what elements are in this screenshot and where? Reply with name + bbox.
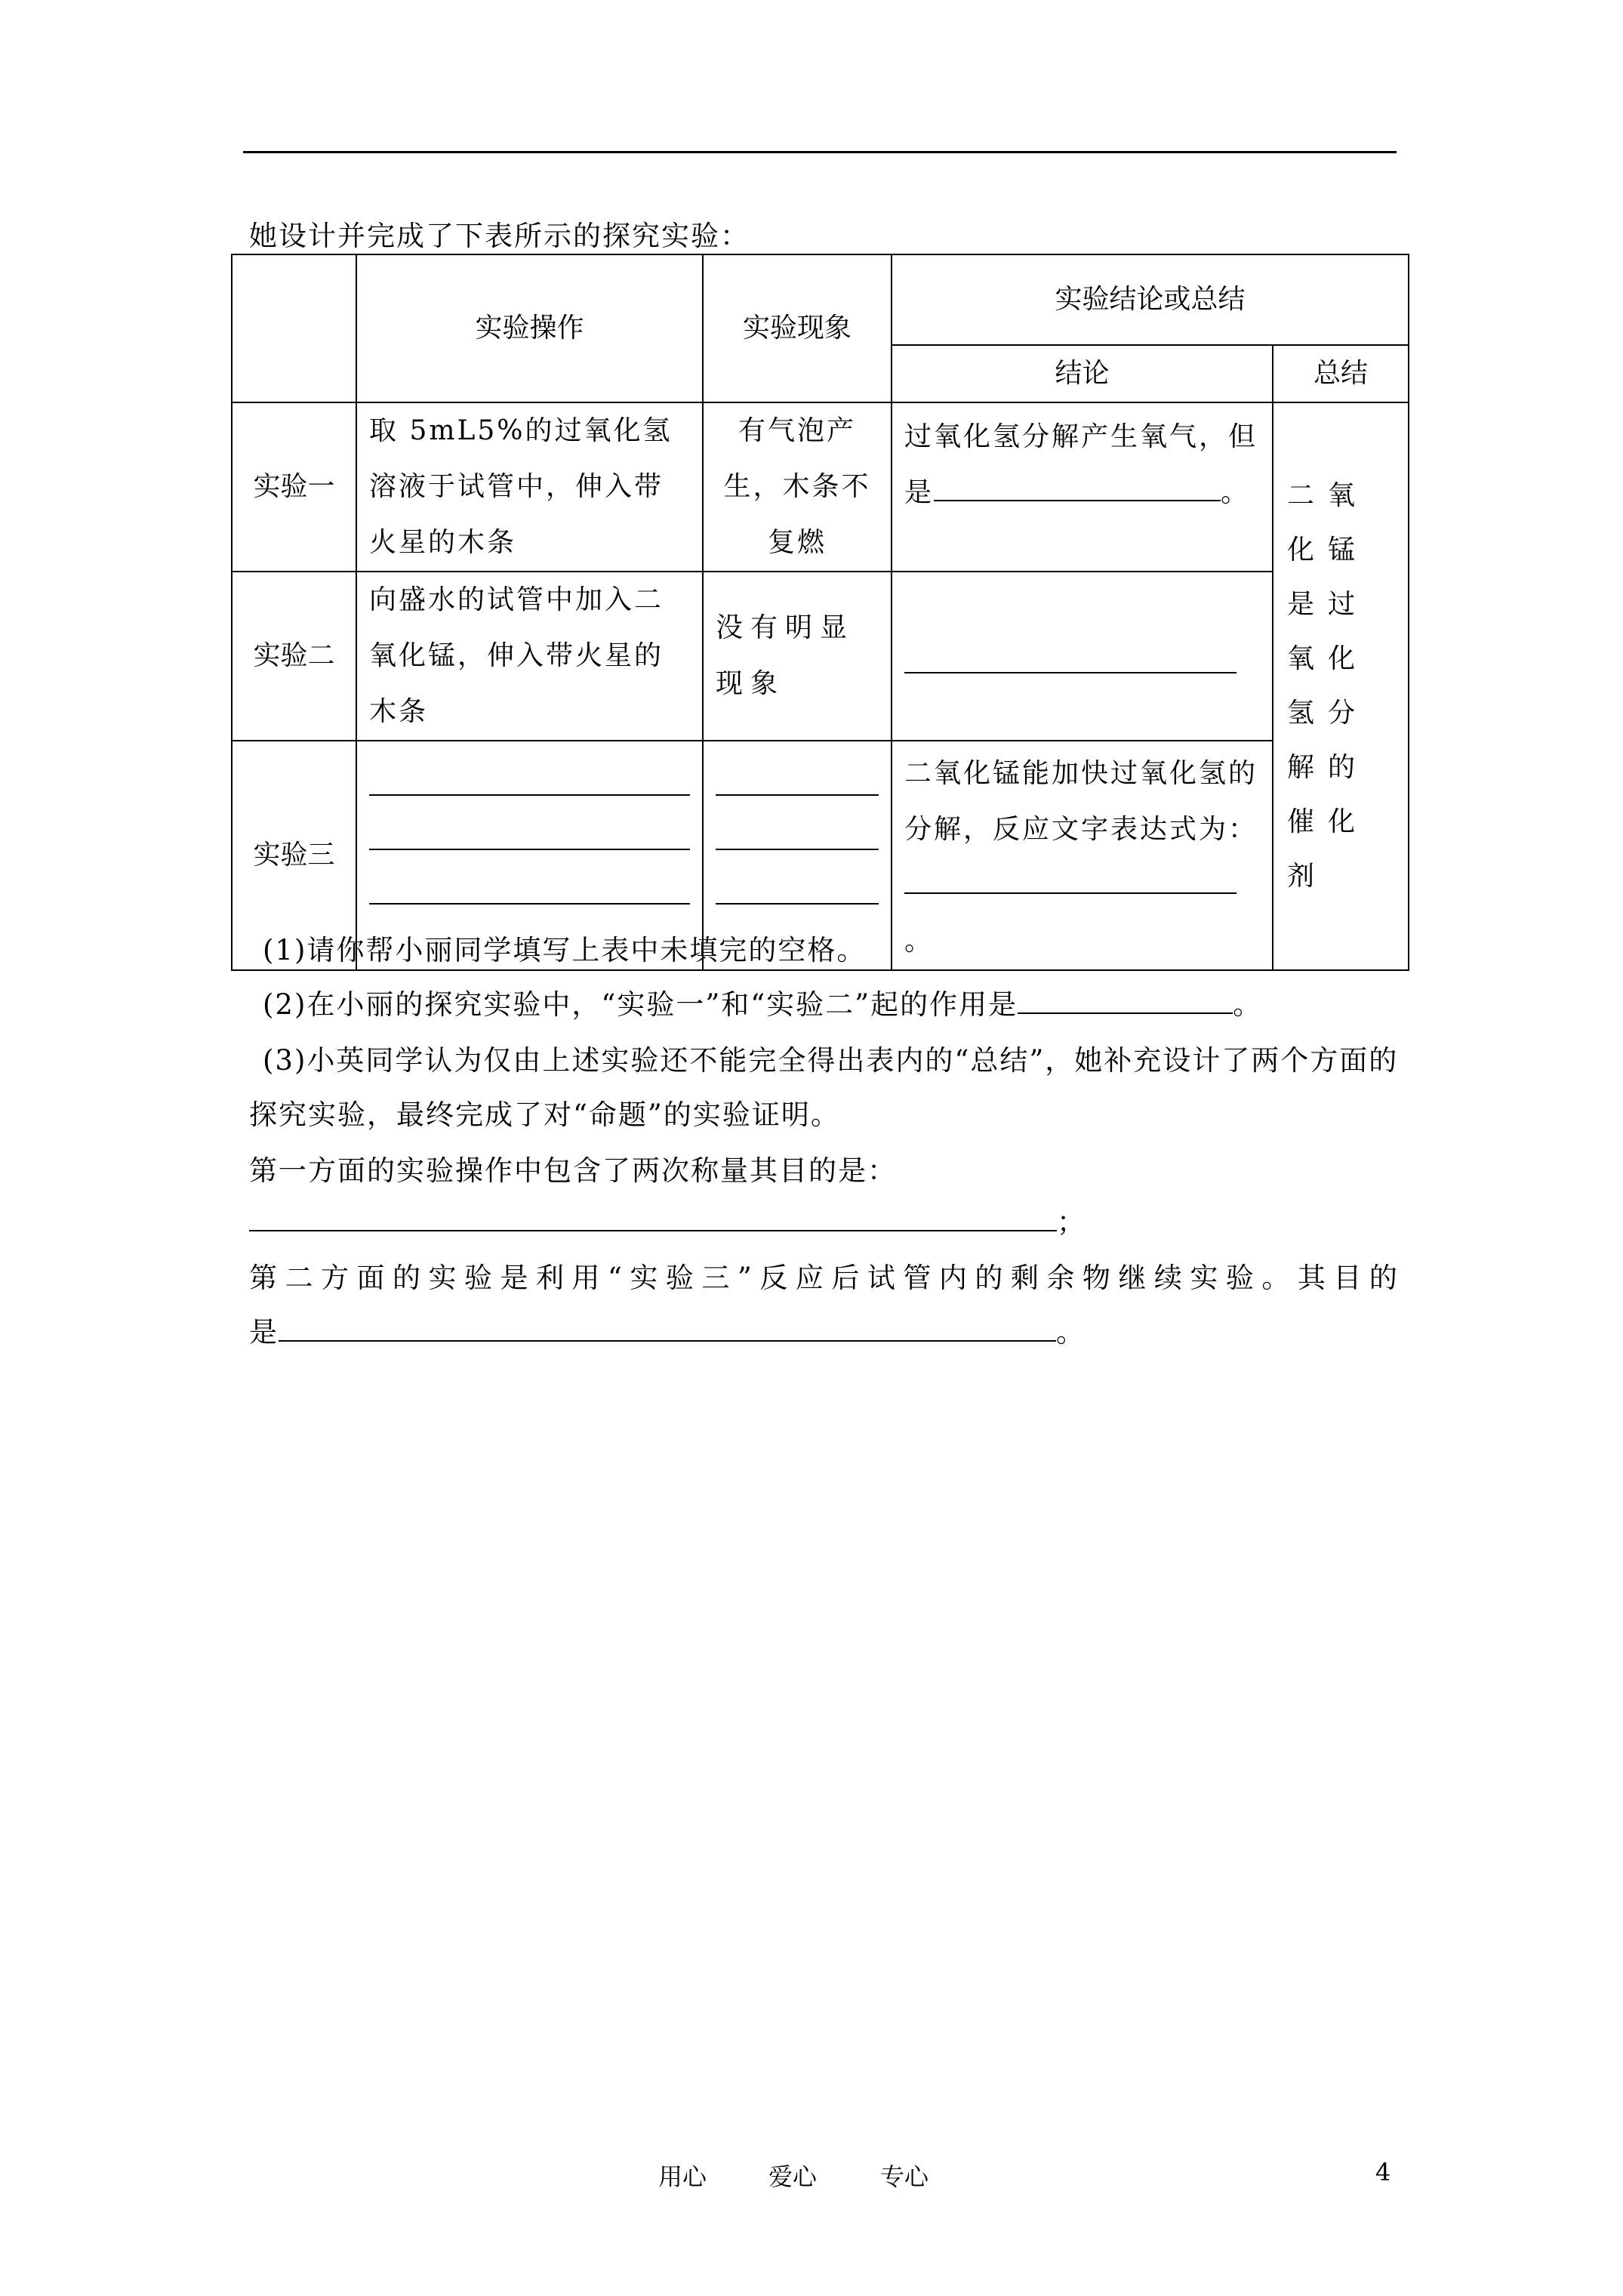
intro-text: 她设计并完成了下表所示的探究实验：	[249, 220, 750, 252]
aspect-2-end: 。	[1056, 1316, 1086, 1348]
footer-motto-1: 用心	[658, 2162, 707, 2191]
answer-blank[interactable]	[934, 470, 1221, 501]
header-phenomenon: 实验现象	[703, 254, 892, 402]
answer-blank[interactable]	[249, 1200, 1057, 1231]
experiment-table	[231, 254, 1409, 971]
header-operation: 实验操作	[356, 254, 703, 402]
answer-blank[interactable]	[716, 855, 879, 905]
header-conclusion-group: 实验结论或总结	[892, 254, 1409, 345]
footer-motto-2: 爱心	[768, 2162, 818, 2191]
row-phenomenon: 有气泡产生，木条不复燃	[703, 402, 892, 572]
answer-blank[interactable]	[716, 800, 879, 850]
question-2	[263, 982, 1262, 1022]
table-row	[232, 572, 1409, 741]
header-empty-cell	[232, 254, 356, 402]
row-phenomenon: 没有明显现象	[703, 572, 892, 741]
table-row	[232, 402, 1409, 572]
footer-motto-3: 专心	[880, 2162, 929, 2191]
question-1: (1)请你帮小丽同学填写上表中未填完的空格。	[263, 934, 867, 966]
answer-blank[interactable]	[904, 862, 1236, 894]
row-conclusion	[892, 402, 1273, 572]
question-2-end: 。	[1233, 988, 1263, 1021]
row-operation: 向盛水的试管中加入二氧化锰，伸入带火星的木条	[356, 572, 703, 741]
aspect-2-text: 是	[249, 1316, 279, 1348]
answer-blank[interactable]	[279, 1310, 1056, 1342]
conclusion-end: 。	[1221, 477, 1251, 508]
question-3-line-2: 探究实验，最终完成了对“命题”的实验证明。	[249, 1099, 840, 1131]
row-name: 实验一	[232, 402, 356, 572]
answer-blank[interactable]	[369, 800, 690, 850]
row-name: 实验二	[232, 572, 356, 741]
conclusion-text: 过氧化氢分解产生氧气，但是	[904, 421, 1258, 508]
answer-blank[interactable]	[369, 855, 690, 905]
row-name: 实验三	[232, 741, 356, 970]
header-conclusion: 结论	[892, 345, 1273, 402]
conclusion-text: 二氧化锰能加快过氧化氢的分解，反应文字表达式为：	[904, 758, 1258, 845]
row-conclusion	[892, 572, 1273, 741]
row-conclusion	[892, 741, 1273, 970]
aspect-2-line-2	[249, 1309, 1086, 1350]
conclusion-end: 。	[904, 926, 935, 957]
answer-blank[interactable]	[369, 746, 690, 796]
answer-blank[interactable]	[904, 642, 1236, 673]
answer-blank[interactable]	[1018, 982, 1233, 1014]
aspect-1-text: 第一方面的实验操作中包含了两次称量其目的是：	[249, 1154, 897, 1187]
header-rule	[243, 151, 1397, 153]
aspect-2-line-1: 第二方面的实验是利用“实验三”反应后试管内的剩余物继续实验。其目的	[249, 1262, 1406, 1294]
aspect-1-answer	[249, 1199, 1086, 1240]
question-3-line-1: (3)小英同学认为仅由上述实验还不能完全得出表内的“总结”，她补充设计了两个方面的	[263, 1044, 1399, 1077]
answer-blank[interactable]	[716, 746, 879, 796]
row-operation: 取 5mL5%的过氧化氢溶液于试管中，伸入带火星的木条	[356, 402, 703, 572]
page-number: 4	[1375, 2158, 1391, 2187]
summary-cell: 二氧化锰是过氧化氢分解的催化剂	[1273, 402, 1409, 970]
aspect-1-end: ；	[1057, 1206, 1086, 1238]
header-summary: 总结	[1273, 345, 1409, 402]
question-2-text: (2)在小丽的探究实验中，“实验一”和“实验二”起的作用是	[263, 988, 1018, 1021]
